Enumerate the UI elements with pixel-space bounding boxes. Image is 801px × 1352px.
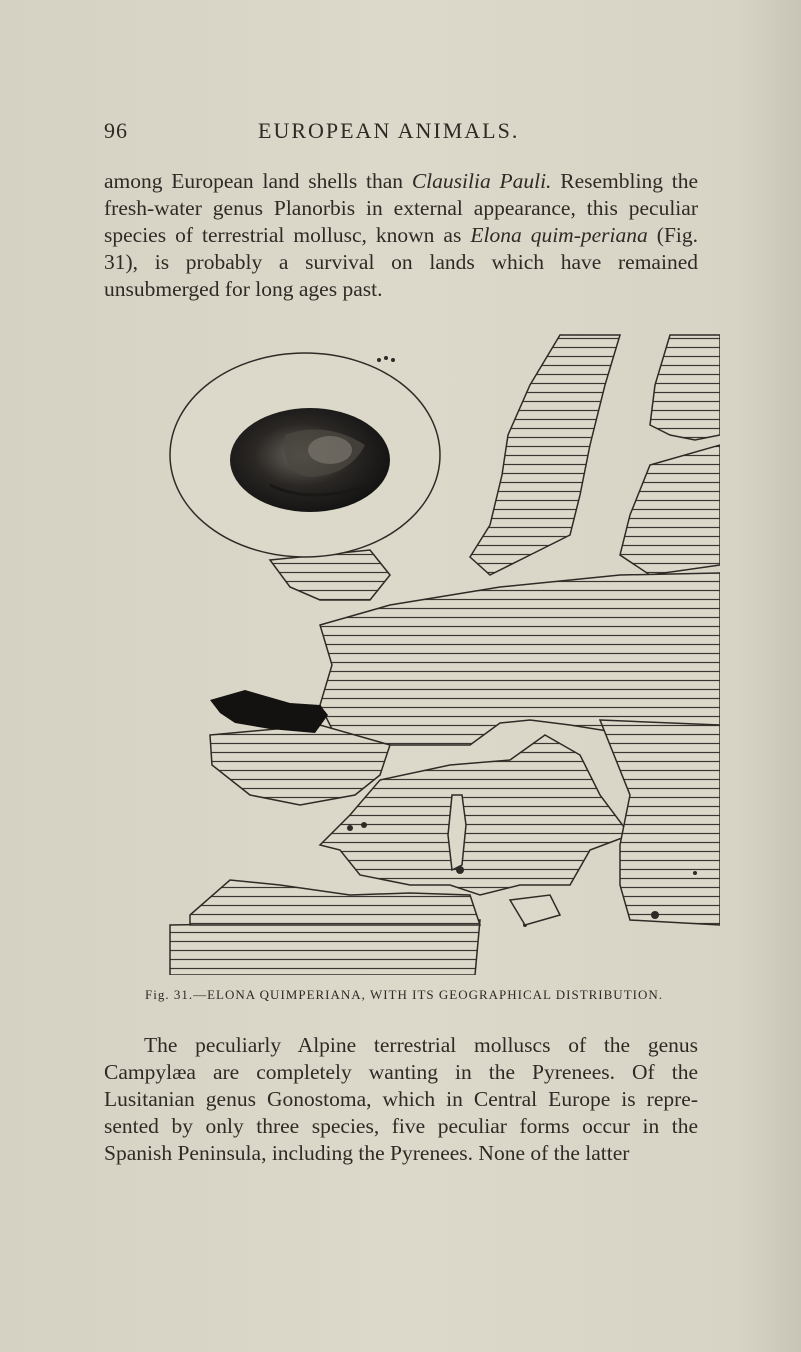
paragraph-1-text-a: among European land shells than [104,169,412,193]
brittany-distribution-blot [210,690,328,733]
species-name-clausilia: Clausilia Pauli. [411,169,552,193]
paragraph-1-text-c: (Fig. 31), is probably a survival on lands which have remained unsubmerged for long ages past. [104,223,698,301]
species-name-elona: Elona quim-periana [470,223,648,247]
paragraph-2: The peculiarly Alpine terrestrial molluscs of the genus Campylæa are completely wanting in the Pyrenees. Of the Lusitanian genus Gonostoma, which in Central Europe is repre-sented by only three species, five peculiar forms occur in the Spanish Peninsula, including the Pyrenees. None of the latter [104,1033,698,1165]
paragraph-1-text-b: Resembling the fresh-water genus Planorbis in external appearance, this peculiar species of terrestrial mollusc, known as [104,169,698,247]
shell-inset [170,353,440,557]
page-number: 96 [104,118,128,143]
page-header [0,118,801,158]
paragraph-1 [104,168,698,303]
figure-caption [104,987,704,1003]
figure-caption-label: Fig. 31. [145,987,194,1002]
distribution-map-figure [150,325,720,975]
running-title: EUROPEAN ANIMALS. [258,118,520,143]
distribution-map [150,325,720,975]
corsica-sardinia [448,795,466,870]
sicily [510,895,560,925]
figure-caption-text: —ELONA QUIMPERIANA, WITH ITS GEOGRAPHICAL DISTRIBUTION. [193,987,663,1002]
